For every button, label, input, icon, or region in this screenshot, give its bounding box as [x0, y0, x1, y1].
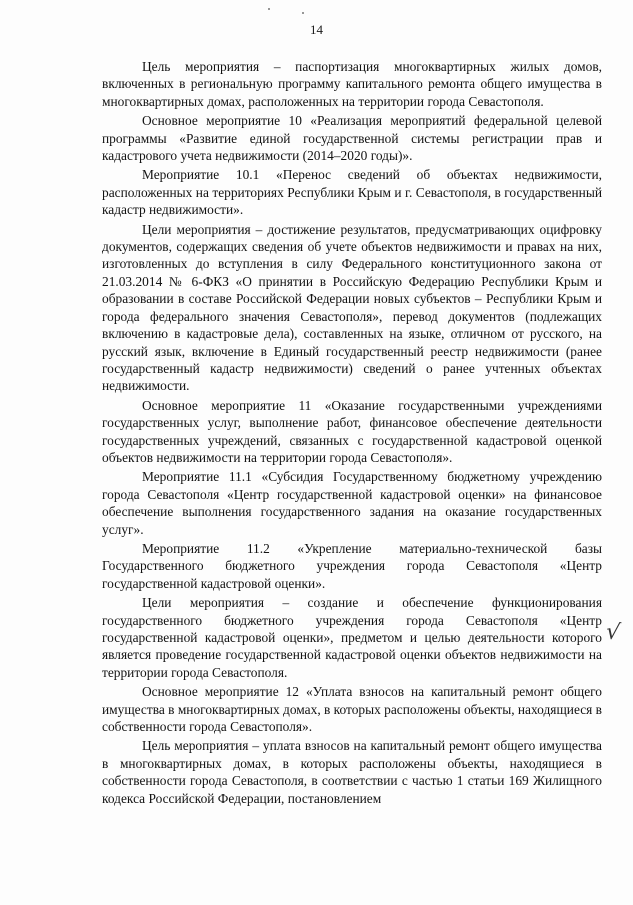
- paragraph: Цели мероприятия – достижение результатов, предусматривающих оцифровку документов, содержащих сведения об учете объектов недвижимости и правах на них, изготовленных до вступления в силу Федерального конституционного закона от 21.03.2014 № 6-ФКЗ «О принятии в Российскую Федерацию Республики Крым и образовании в составе Российской Федерации новых субъектов – Республики Крым и города федерального значения Севастополя», перевод документов (подлежащих включению в кадастровые дела), составленных на языке, отличном от русского, на русский язык, включение в Единый государственный реестр недвижимости (ранее государственный кадастр недвижимости) сведений о ранее учтенных объектах недвижимости.: [102, 221, 602, 394]
- scan-artifact: [268, 8, 270, 10]
- document-body: [102, 58, 602, 809]
- paragraph: Цель мероприятия – паспортизация многоквартирных жилых домов, включенных в региональную программу капитального ремонта общего имущества в многоквартирных домах, расположенных на территории города Севастополя.: [102, 59, 602, 109]
- paragraph: Мероприятие 10.1 «Перенос сведений об объектах недвижимости, расположенных на территориях Республики Крым и г. Севастополя, в государственный кадастр недвижимости».: [102, 167, 602, 218]
- paragraph: Основное мероприятие 12 «Уплата взносов на капитальный ремонт общего имущества в многоквартирных домах, в которых расположены объекты, находящиеся в собственности города Севастополя».: [102, 684, 602, 735]
- paragraph: Основное мероприятие 11 «Оказание государственными учреждениями государственных услуг, выполнение работ, финансовое обеспечение деятельности государственных учреждений, связанных с государственной кадастровой оценкой объектов недвижимости на территории города Севастополя».: [102, 397, 602, 465]
- scan-artifact: [302, 12, 304, 14]
- page-number: 14: [310, 22, 323, 37]
- checkmark-icon: √: [604, 619, 622, 646]
- paragraph: Основное мероприятие 10 «Реализация мероприятий федеральной целевой программы «Развитие единой государственной системы регистрации прав и кадастрового учета недвижимости (2014–2020 годы)».: [102, 113, 602, 164]
- paragraph: Цель мероприятия – уплата взносов на капитальный ремонт общего имущества в многоквартирных домах, в которых расположены объекты, находящиеся в собственности города Севастополя, в соответствии с частью 1 статьи 169 Жилищного кодекса Российской Федерации, постановлением: [102, 738, 602, 806]
- paragraph: Цели мероприятия – создание и обеспечение функционирования государственного бюджетного учреждения города Севастополя «Центр государственной кадастровой оценки», предметом и целью деятельности которого является проведение государственной кадастровой оценки объектов недвижимости на территории города Севастополя.: [102, 595, 602, 680]
- paragraph: Мероприятие 11.1 «Субсидия Государственному бюджетному учреждению города Севастополя «Центр государственной кадастровой оценки» на финансовое обеспечение выполнения государственного задания на оказание государственных услуг».: [102, 469, 602, 537]
- paragraph: Мероприятие 11.2 «Укрепление материально-технической базы Государственного бюджетного учреждения города Севастополя «Центр государственной кадастровой оценки».: [102, 540, 602, 591]
